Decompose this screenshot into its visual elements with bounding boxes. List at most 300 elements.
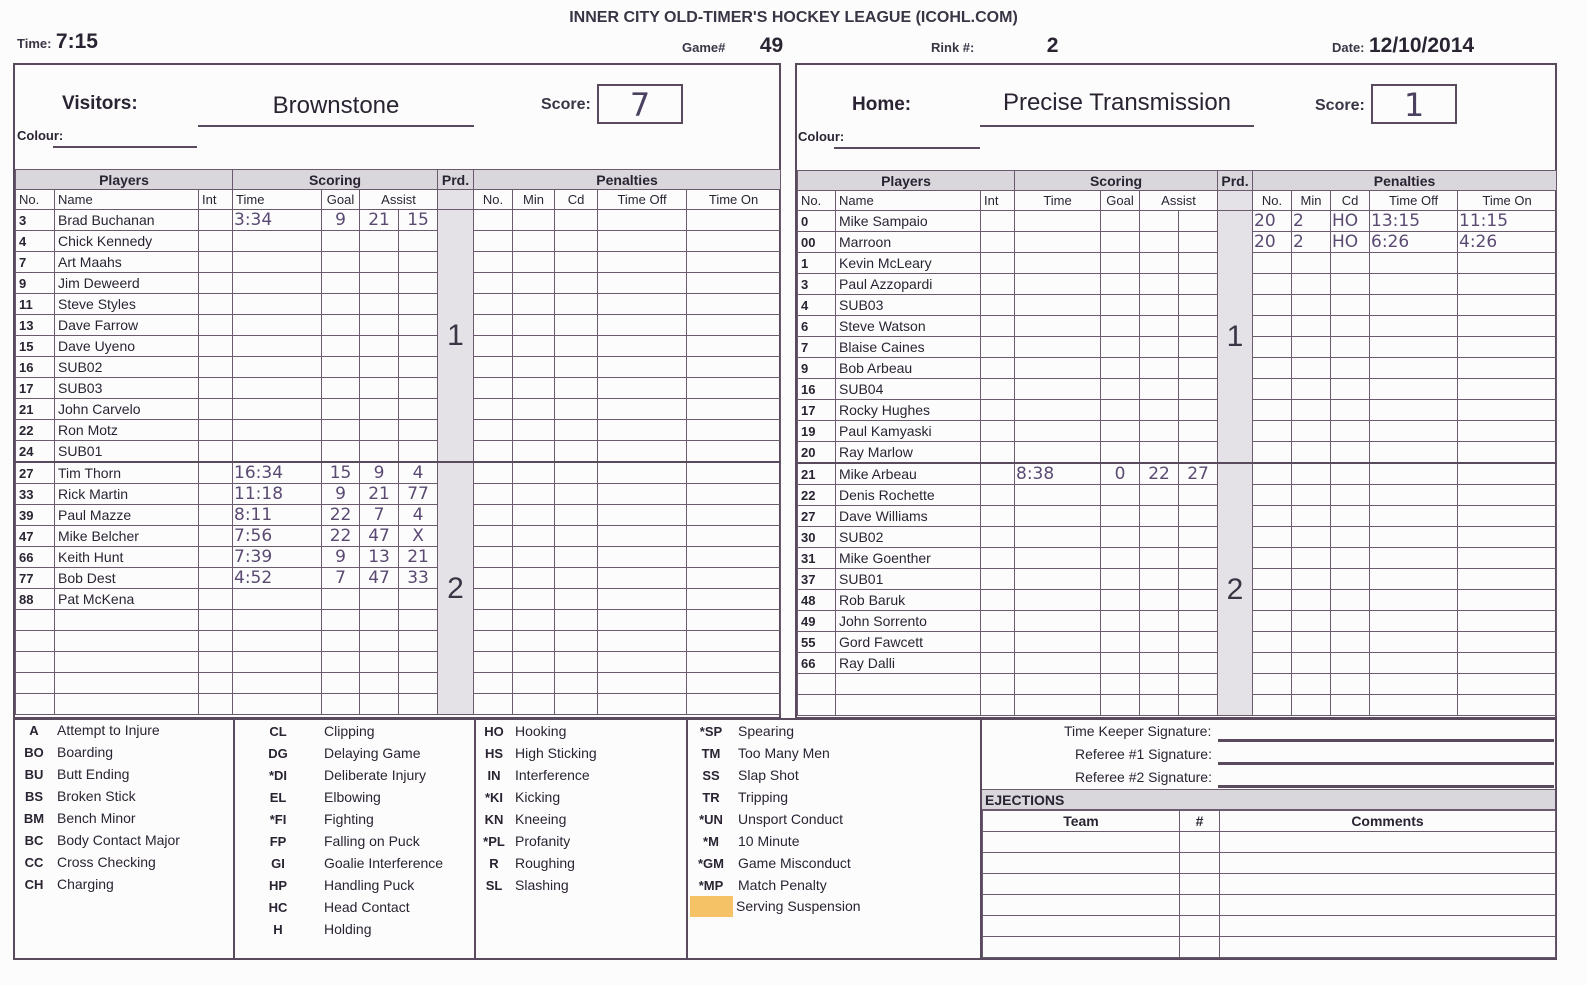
penalty-time-on-cell[interactable] — [1458, 632, 1557, 653]
assist2-cell[interactable] — [399, 652, 438, 673]
penalty-minutes-cell[interactable] — [513, 210, 555, 231]
assist1-cell[interactable] — [1140, 485, 1179, 506]
penalty-number-cell[interactable] — [1253, 695, 1292, 716]
penalty-time-on-cell[interactable] — [687, 589, 781, 610]
penalty-minutes-cell[interactable] — [513, 336, 555, 357]
player-int-cell[interactable] — [981, 253, 1015, 274]
goal-time-cell[interactable] — [1015, 632, 1101, 653]
player-number[interactable]: 7 — [798, 337, 836, 358]
player-int-cell[interactable] — [981, 674, 1015, 695]
player-number[interactable]: 24 — [16, 441, 55, 463]
penalty-code-cell[interactable] — [555, 294, 598, 315]
goal-scorer-cell[interactable]: 9 — [322, 484, 360, 505]
penalty-minutes-cell[interactable] — [1292, 653, 1331, 674]
player-number[interactable]: 4 — [798, 295, 836, 316]
penalty-time-on-cell[interactable] — [687, 694, 781, 715]
penalty-minutes-cell[interactable] — [1292, 253, 1331, 274]
assist1-cell[interactable] — [360, 273, 399, 294]
penalty-minutes-cell[interactable] — [1292, 400, 1331, 421]
penalty-number-cell[interactable] — [474, 441, 513, 463]
penalty-number-cell[interactable] — [1253, 442, 1292, 464]
player-int-cell[interactable] — [199, 315, 233, 336]
penalty-time-off-cell[interactable] — [598, 420, 687, 441]
penalty-time-off-cell[interactable] — [598, 462, 687, 484]
player-number[interactable]: 00 — [798, 232, 836, 253]
penalty-number-cell[interactable] — [474, 378, 513, 399]
player-name[interactable]: Ray Marlow — [836, 442, 981, 464]
player-int-cell[interactable] — [199, 526, 233, 547]
penalty-minutes-cell[interactable] — [513, 399, 555, 420]
penalty-code-cell[interactable] — [555, 252, 598, 273]
player-number[interactable]: 1 — [798, 253, 836, 274]
penalty-number-cell[interactable] — [1253, 632, 1292, 653]
goal-scorer-cell[interactable] — [1101, 442, 1140, 464]
player-int-cell[interactable] — [981, 421, 1015, 442]
penalty-time-off-cell[interactable] — [598, 294, 687, 315]
penalty-time-on-cell[interactable] — [1458, 463, 1557, 485]
penalty-code-cell[interactable] — [555, 462, 598, 484]
goal-time-cell[interactable] — [233, 652, 322, 673]
player-name[interactable]: Paul Kamyaski — [836, 421, 981, 442]
player-number[interactable]: 22 — [798, 485, 836, 506]
penalty-minutes-cell[interactable] — [1292, 337, 1331, 358]
goal-time-cell[interactable]: 7:39 — [233, 547, 322, 568]
assist1-cell[interactable] — [1140, 379, 1179, 400]
player-name[interactable]: Bob Arbeau — [836, 358, 981, 379]
goal-scorer-cell[interactable] — [322, 673, 360, 694]
penalty-minutes-cell[interactable] — [1292, 506, 1331, 527]
player-name[interactable]: Paul Azzopardi — [836, 274, 981, 295]
assist2-cell[interactable]: 77 — [399, 484, 438, 505]
player-number[interactable]: 9 — [16, 273, 55, 294]
assist2-cell[interactable]: 33 — [399, 568, 438, 589]
assist2-cell[interactable] — [1179, 253, 1218, 274]
goal-time-cell[interactable] — [1015, 548, 1101, 569]
player-name[interactable]: Marroon — [836, 232, 981, 253]
penalty-number-cell[interactable] — [1253, 485, 1292, 506]
visitors-team-name[interactable]: Brownstone — [198, 92, 474, 127]
penalty-time-off-cell[interactable] — [1370, 442, 1458, 464]
penalty-time-off-cell[interactable]: 6:26 — [1370, 232, 1458, 253]
penalty-time-off-cell[interactable] — [1370, 527, 1458, 548]
goal-scorer-cell[interactable] — [322, 631, 360, 652]
player-int-cell[interactable] — [199, 694, 233, 715]
assist1-cell[interactable] — [360, 420, 399, 441]
player-number[interactable]: 27 — [798, 506, 836, 527]
player-name[interactable]: Steve Styles — [55, 294, 199, 315]
player-int-cell[interactable] — [981, 442, 1015, 464]
player-int-cell[interactable] — [981, 632, 1015, 653]
goal-scorer-cell[interactable]: 22 — [322, 526, 360, 547]
penalty-time-on-cell[interactable] — [1458, 695, 1557, 716]
penalty-code-cell[interactable] — [1331, 379, 1370, 400]
player-number[interactable]: 55 — [798, 632, 836, 653]
goal-time-cell[interactable] — [1015, 379, 1101, 400]
penalty-time-on-cell[interactable]: 11:15 — [1458, 211, 1557, 232]
player-number[interactable]: 77 — [16, 568, 55, 589]
penalty-number-cell[interactable] — [1253, 337, 1292, 358]
assist1-cell[interactable] — [1140, 253, 1179, 274]
player-int-cell[interactable] — [981, 548, 1015, 569]
assist1-cell[interactable]: 9 — [360, 462, 399, 484]
player-int-cell[interactable] — [199, 462, 233, 484]
penalty-time-on-cell[interactable] — [1458, 400, 1557, 421]
penalty-time-off-cell[interactable] — [1370, 379, 1458, 400]
penalty-minutes-cell[interactable] — [1292, 674, 1331, 695]
penalty-number-cell[interactable] — [1253, 379, 1292, 400]
player-name[interactable] — [55, 631, 199, 652]
assist2-cell[interactable] — [1179, 569, 1218, 590]
penalty-minutes-cell[interactable] — [513, 568, 555, 589]
penalty-code-cell[interactable] — [555, 694, 598, 715]
assist2-cell[interactable] — [1179, 232, 1218, 253]
player-int-cell[interactable] — [981, 379, 1015, 400]
assist2-cell[interactable] — [399, 673, 438, 694]
penalty-number-cell[interactable] — [1253, 400, 1292, 421]
player-number[interactable]: 21 — [798, 463, 836, 485]
goal-scorer-cell[interactable] — [1101, 527, 1140, 548]
player-name[interactable] — [55, 652, 199, 673]
assist2-cell[interactable] — [1179, 674, 1218, 695]
penalty-time-off-cell[interactable] — [1370, 548, 1458, 569]
assist2-cell[interactable] — [1179, 485, 1218, 506]
player-int-cell[interactable] — [981, 695, 1015, 716]
penalty-time-off-cell[interactable] — [598, 378, 687, 399]
player-number[interactable]: 30 — [798, 527, 836, 548]
assist1-cell[interactable] — [360, 610, 399, 631]
goal-scorer-cell[interactable] — [1101, 506, 1140, 527]
penalty-code-cell[interactable] — [555, 399, 598, 420]
penalty-time-off-cell[interactable] — [1370, 253, 1458, 274]
penalty-number-cell[interactable] — [474, 631, 513, 652]
player-number[interactable]: 6 — [798, 316, 836, 337]
player-int-cell[interactable] — [199, 357, 233, 378]
player-name[interactable]: Dave Farrow — [55, 315, 199, 336]
player-name[interactable]: SUB01 — [55, 441, 199, 463]
penalty-time-on-cell[interactable] — [687, 631, 781, 652]
penalty-time-on-cell[interactable] — [1458, 506, 1557, 527]
penalty-time-off-cell[interactable] — [598, 505, 687, 526]
player-name[interactable]: Kevin McLeary — [836, 253, 981, 274]
player-name[interactable]: Paul Mazze — [55, 505, 199, 526]
player-int-cell[interactable] — [981, 527, 1015, 548]
player-name[interactable]: Rick Martin — [55, 484, 199, 505]
penalty-time-on-cell[interactable] — [1458, 653, 1557, 674]
player-name[interactable] — [55, 610, 199, 631]
player-int-cell[interactable] — [199, 589, 233, 610]
assist1-cell[interactable] — [1140, 358, 1179, 379]
penalty-time-on-cell[interactable] — [687, 526, 781, 547]
ejection-row[interactable] — [983, 853, 1556, 874]
penalty-minutes-cell[interactable] — [513, 378, 555, 399]
assist2-cell[interactable]: 21 — [399, 547, 438, 568]
penalty-time-off-cell[interactable] — [1370, 506, 1458, 527]
player-name[interactable] — [55, 673, 199, 694]
penalty-number-cell[interactable] — [1253, 611, 1292, 632]
goal-scorer-cell[interactable]: 7 — [322, 568, 360, 589]
assist2-cell[interactable] — [1179, 548, 1218, 569]
penalty-time-on-cell[interactable] — [1458, 358, 1557, 379]
penalty-number-cell[interactable] — [1253, 506, 1292, 527]
penalty-time-on-cell[interactable] — [687, 294, 781, 315]
player-number[interactable]: 15 — [16, 336, 55, 357]
penalty-time-off-cell[interactable] — [1370, 358, 1458, 379]
penalty-time-off-cell[interactable] — [1370, 695, 1458, 716]
penalty-code-cell[interactable] — [1331, 569, 1370, 590]
goal-scorer-cell[interactable] — [1101, 485, 1140, 506]
goal-time-cell[interactable] — [233, 378, 322, 399]
penalty-time-off-cell[interactable] — [1370, 485, 1458, 506]
referee1-signature-line[interactable] — [1218, 762, 1554, 765]
player-number[interactable]: 66 — [798, 653, 836, 674]
penalty-minutes-cell[interactable]: 2 — [1292, 211, 1331, 232]
penalty-code-cell[interactable] — [555, 357, 598, 378]
goal-scorer-cell[interactable] — [1101, 632, 1140, 653]
assist1-cell[interactable] — [1140, 590, 1179, 611]
penalty-time-on-cell[interactable] — [687, 547, 781, 568]
assist1-cell[interactable] — [360, 652, 399, 673]
penalty-number-cell[interactable] — [1253, 569, 1292, 590]
penalty-minutes-cell[interactable] — [1292, 463, 1331, 485]
penalty-time-off-cell[interactable]: 13:15 — [1370, 211, 1458, 232]
player-number[interactable]: 22 — [16, 420, 55, 441]
goal-time-cell[interactable] — [233, 673, 322, 694]
player-name[interactable] — [836, 674, 981, 695]
player-int-cell[interactable] — [199, 210, 233, 231]
player-number[interactable] — [16, 694, 55, 715]
penalty-number-cell[interactable] — [1253, 295, 1292, 316]
penalty-time-on-cell[interactable]: 4:26 — [1458, 232, 1557, 253]
penalty-minutes-cell[interactable] — [513, 610, 555, 631]
penalty-time-on-cell[interactable] — [687, 484, 781, 505]
penalty-time-on-cell[interactable] — [687, 231, 781, 252]
player-int-cell[interactable] — [199, 231, 233, 252]
penalty-code-cell[interactable] — [1331, 358, 1370, 379]
player-int-cell[interactable] — [199, 673, 233, 694]
penalty-number-cell[interactable] — [1253, 674, 1292, 695]
penalty-code-cell[interactable] — [1331, 485, 1370, 506]
penalty-number-cell[interactable] — [474, 399, 513, 420]
player-number[interactable]: 37 — [798, 569, 836, 590]
assist2-cell[interactable] — [399, 294, 438, 315]
assist2-cell[interactable] — [1179, 358, 1218, 379]
penalty-minutes-cell[interactable] — [513, 231, 555, 252]
penalty-code-cell[interactable] — [555, 652, 598, 673]
goal-scorer-cell[interactable] — [322, 273, 360, 294]
penalty-time-off-cell[interactable] — [1370, 611, 1458, 632]
penalty-time-off-cell[interactable] — [598, 568, 687, 589]
penalty-code-cell[interactable] — [1331, 253, 1370, 274]
penalty-number-cell[interactable] — [1253, 590, 1292, 611]
player-name[interactable]: Bob Dest — [55, 568, 199, 589]
player-int-cell[interactable] — [981, 274, 1015, 295]
player-number[interactable] — [16, 610, 55, 631]
penalty-time-on-cell[interactable] — [687, 210, 781, 231]
penalty-time-off-cell[interactable] — [1370, 632, 1458, 653]
penalty-minutes-cell[interactable] — [513, 631, 555, 652]
assist1-cell[interactable] — [1140, 548, 1179, 569]
player-name[interactable]: Ray Dalli — [836, 653, 981, 674]
goal-scorer-cell[interactable] — [1101, 295, 1140, 316]
player-int-cell[interactable] — [199, 294, 233, 315]
goal-time-cell[interactable] — [233, 252, 322, 273]
penalty-minutes-cell[interactable] — [513, 441, 555, 463]
player-name[interactable]: Brad Buchanan — [55, 210, 199, 231]
penalty-code-cell[interactable] — [555, 273, 598, 294]
goal-time-cell[interactable]: 11:18 — [233, 484, 322, 505]
penalty-minutes-cell[interactable] — [1292, 316, 1331, 337]
penalty-minutes-cell[interactable] — [1292, 379, 1331, 400]
assist1-cell[interactable] — [1140, 316, 1179, 337]
assist2-cell[interactable] — [1179, 632, 1218, 653]
penalty-minutes-cell[interactable] — [1292, 590, 1331, 611]
goal-scorer-cell[interactable] — [322, 652, 360, 673]
penalty-code-cell[interactable] — [1331, 590, 1370, 611]
assist1-cell[interactable] — [1140, 674, 1179, 695]
assist2-cell[interactable] — [1179, 421, 1218, 442]
goal-time-cell[interactable] — [1015, 590, 1101, 611]
penalty-time-on-cell[interactable] — [1458, 485, 1557, 506]
assist1-cell[interactable] — [360, 336, 399, 357]
goal-time-cell[interactable] — [1015, 485, 1101, 506]
penalty-code-cell[interactable] — [1331, 274, 1370, 295]
penalty-number-cell[interactable] — [1253, 548, 1292, 569]
penalty-time-off-cell[interactable] — [1370, 674, 1458, 695]
penalty-number-cell[interactable] — [1253, 358, 1292, 379]
ejection-row[interactable] — [983, 832, 1556, 853]
goal-time-cell[interactable]: 16:34 — [233, 462, 322, 484]
penalty-minutes-cell[interactable] — [1292, 527, 1331, 548]
penalty-code-cell[interactable] — [555, 231, 598, 252]
penalty-time-off-cell[interactable] — [598, 547, 687, 568]
penalty-minutes-cell[interactable] — [513, 315, 555, 336]
penalty-time-on-cell[interactable] — [1458, 253, 1557, 274]
goal-scorer-cell[interactable] — [1101, 232, 1140, 253]
goal-scorer-cell[interactable] — [1101, 548, 1140, 569]
penalty-time-off-cell[interactable] — [598, 315, 687, 336]
goal-time-cell[interactable]: 8:11 — [233, 505, 322, 526]
penalty-minutes-cell[interactable] — [1292, 421, 1331, 442]
penalty-minutes-cell[interactable] — [1292, 632, 1331, 653]
assist2-cell[interactable]: 27 — [1179, 463, 1218, 485]
penalty-minutes-cell[interactable] — [513, 526, 555, 547]
goal-scorer-cell[interactable] — [1101, 569, 1140, 590]
penalty-time-off-cell[interactable] — [1370, 421, 1458, 442]
player-name[interactable]: Mike Goenther — [836, 548, 981, 569]
goal-scorer-cell[interactable]: 9 — [322, 547, 360, 568]
player-int-cell[interactable] — [199, 547, 233, 568]
goal-scorer-cell[interactable] — [1101, 358, 1140, 379]
penalty-time-on-cell[interactable] — [1458, 611, 1557, 632]
penalty-time-off-cell[interactable] — [598, 252, 687, 273]
penalty-time-on-cell[interactable] — [687, 610, 781, 631]
player-name[interactable]: Art Maahs — [55, 252, 199, 273]
penalty-code-cell[interactable] — [1331, 548, 1370, 569]
penalty-code-cell[interactable] — [1331, 695, 1370, 716]
penalty-time-off-cell[interactable] — [1370, 590, 1458, 611]
goal-scorer-cell[interactable] — [322, 357, 360, 378]
assist2-cell[interactable] — [1179, 442, 1218, 464]
penalty-time-off-cell[interactable] — [1370, 400, 1458, 421]
penalty-code-cell[interactable] — [1331, 442, 1370, 464]
ejection-row[interactable] — [983, 874, 1556, 895]
penalty-code-cell[interactable] — [555, 505, 598, 526]
penalty-time-off-cell[interactable] — [1370, 295, 1458, 316]
player-name[interactable]: Blaise Caines — [836, 337, 981, 358]
penalty-code-cell[interactable] — [1331, 316, 1370, 337]
player-number[interactable]: 88 — [16, 589, 55, 610]
player-name[interactable]: Tim Thorn — [55, 462, 199, 484]
player-int-cell[interactable] — [981, 232, 1015, 253]
player-number[interactable]: 7 — [16, 252, 55, 273]
goal-scorer-cell[interactable] — [1101, 379, 1140, 400]
assist1-cell[interactable] — [1140, 695, 1179, 716]
penalty-minutes-cell[interactable] — [513, 652, 555, 673]
penalty-minutes-cell[interactable]: 2 — [1292, 232, 1331, 253]
penalty-code-cell[interactable] — [555, 336, 598, 357]
goal-scorer-cell[interactable] — [1101, 274, 1140, 295]
penalty-time-on-cell[interactable] — [687, 336, 781, 357]
assist2-cell[interactable] — [1179, 274, 1218, 295]
penalty-minutes-cell[interactable] — [1292, 485, 1331, 506]
penalty-code-cell[interactable] — [1331, 463, 1370, 485]
goal-time-cell[interactable] — [1015, 232, 1101, 253]
penalty-time-on-cell[interactable] — [1458, 527, 1557, 548]
player-int-cell[interactable] — [981, 358, 1015, 379]
goal-scorer-cell[interactable] — [322, 441, 360, 463]
player-int-cell[interactable] — [981, 337, 1015, 358]
goal-time-cell[interactable] — [233, 589, 322, 610]
player-int-cell[interactable] — [981, 211, 1015, 232]
penalty-time-off-cell[interactable] — [598, 399, 687, 420]
goal-scorer-cell[interactable] — [1101, 674, 1140, 695]
player-name[interactable]: SUB03 — [836, 295, 981, 316]
player-int-cell[interactable] — [199, 336, 233, 357]
penalty-code-cell[interactable] — [555, 610, 598, 631]
penalty-time-on-cell[interactable] — [687, 315, 781, 336]
assist2-cell[interactable] — [399, 357, 438, 378]
penalty-time-off-cell[interactable] — [1370, 337, 1458, 358]
goal-scorer-cell[interactable] — [322, 610, 360, 631]
goal-time-cell[interactable] — [1015, 400, 1101, 421]
player-number[interactable]: 47 — [16, 526, 55, 547]
penalty-time-on-cell[interactable] — [1458, 548, 1557, 569]
ejection-row[interactable] — [983, 916, 1556, 937]
assist1-cell[interactable] — [1140, 211, 1179, 232]
penalty-time-on-cell[interactable] — [687, 441, 781, 463]
goal-scorer-cell[interactable] — [1101, 421, 1140, 442]
penalty-minutes-cell[interactable] — [513, 252, 555, 273]
penalty-minutes-cell[interactable] — [513, 273, 555, 294]
goal-time-cell[interactable] — [233, 336, 322, 357]
assist2-cell[interactable] — [399, 231, 438, 252]
player-int-cell[interactable] — [981, 611, 1015, 632]
player-name[interactable]: SUB01 — [836, 569, 981, 590]
player-number[interactable]: 33 — [16, 484, 55, 505]
referee2-signature-line[interactable] — [1218, 785, 1554, 788]
penalty-time-on-cell[interactable] — [1458, 442, 1557, 464]
player-number[interactable] — [16, 673, 55, 694]
penalty-time-off-cell[interactable] — [598, 357, 687, 378]
penalty-minutes-cell[interactable] — [513, 294, 555, 315]
player-number[interactable]: 39 — [16, 505, 55, 526]
penalty-time-on-cell[interactable] — [687, 399, 781, 420]
assist2-cell[interactable] — [399, 336, 438, 357]
penalty-minutes-cell[interactable] — [513, 462, 555, 484]
penalty-time-on-cell[interactable] — [687, 652, 781, 673]
assist2-cell[interactable] — [1179, 295, 1218, 316]
penalty-number-cell[interactable] — [474, 210, 513, 231]
